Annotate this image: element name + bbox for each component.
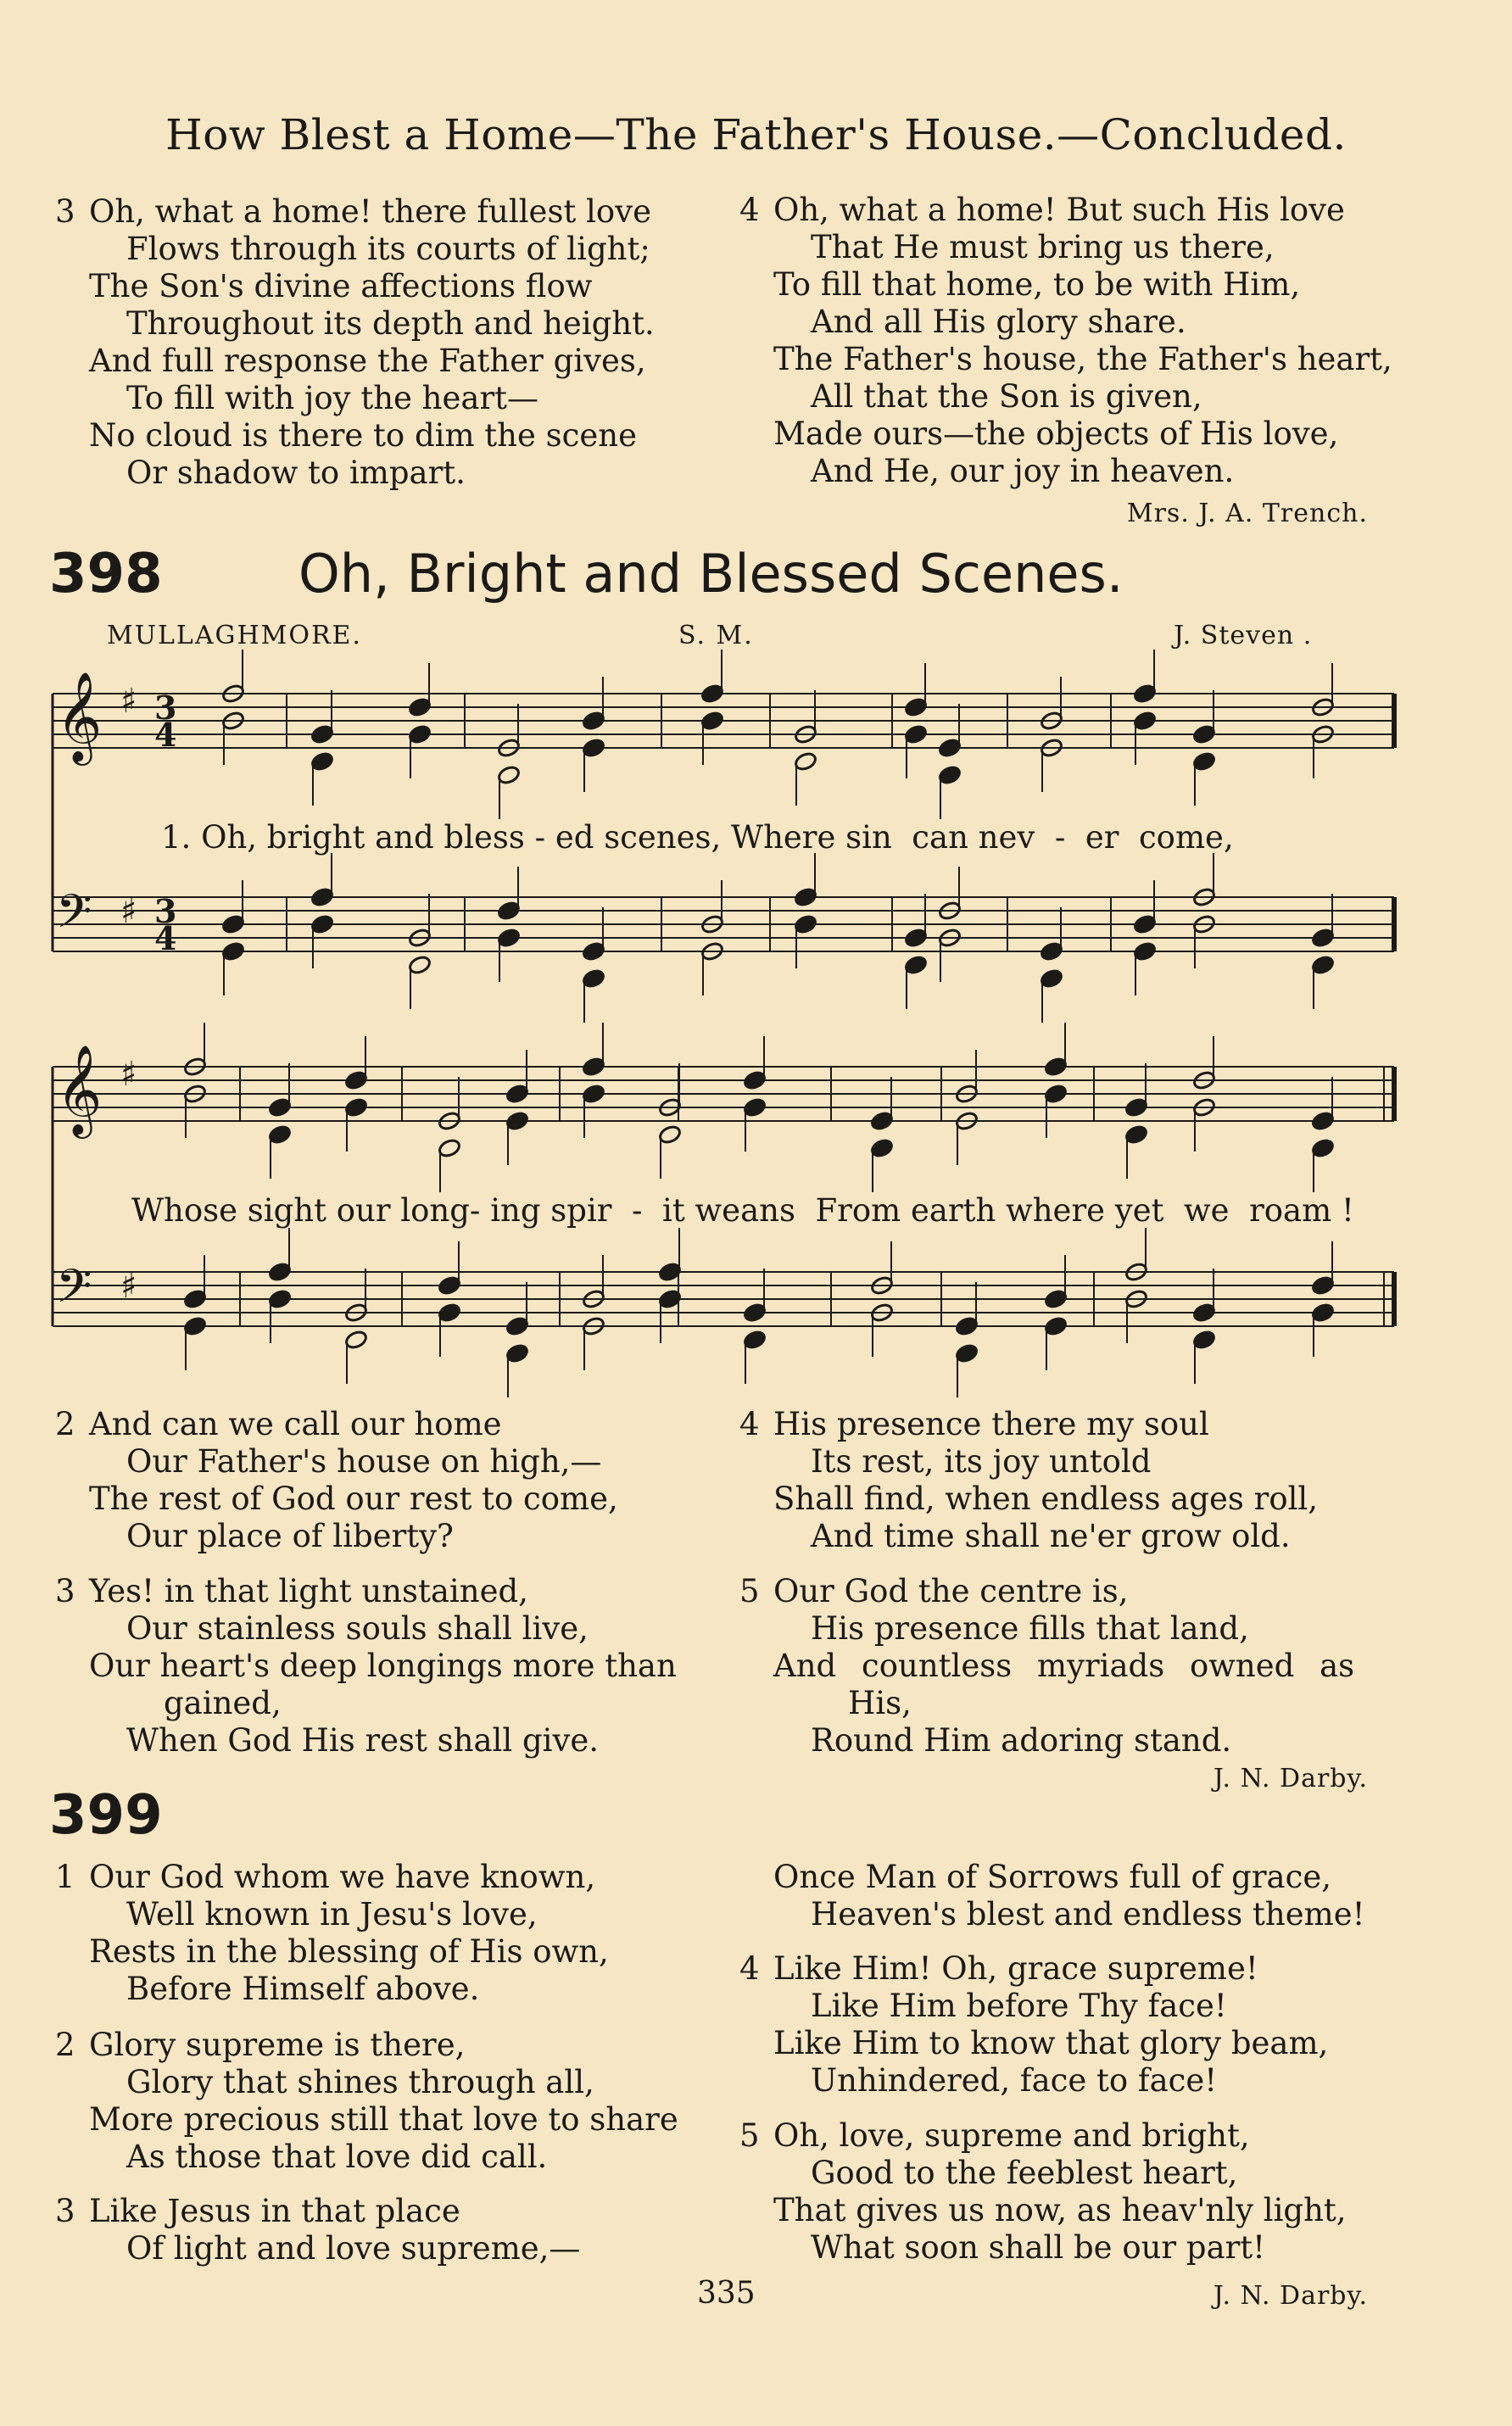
sharp-icon: ♯ — [120, 682, 137, 721]
tune-name: MULLAGHMORE. — [107, 621, 362, 650]
stanza-line: And all His glory share. — [811, 304, 1186, 340]
stanza-line: Heaven's blest and endless theme! — [811, 1896, 1365, 1932]
stanza-line: Our heart's deep longings more than — [89, 1648, 677, 1684]
stanza-line: Shall find, when endless ages roll, — [773, 1481, 1319, 1517]
h399-stanza-5 — [739, 2117, 1347, 2267]
stanza-number: 4 — [739, 1406, 760, 1442]
stanza-line: More precious still that love to share — [89, 2101, 678, 2138]
stanza-line: Our place of liberty? — [126, 1518, 454, 1554]
h399-stanza-1 — [55, 1859, 609, 2008]
stanza-line: Like Jesus in that place — [89, 2193, 460, 2229]
stanza-line: The Son's divine affections flow — [89, 268, 593, 304]
bass-clef-icon: 𝄢 — [56, 884, 92, 950]
stanza-line: Of light and love supreme,— — [126, 2230, 581, 2267]
stanza-line: His presence there my soul — [773, 1406, 1209, 1442]
sharp-icon: ♯ — [120, 892, 137, 931]
time-signature: 4 — [154, 716, 177, 754]
stanza-number: 3 — [55, 193, 75, 230]
stanza-line: And full response the Father gives, — [89, 343, 646, 379]
stanza-5 — [739, 1573, 1355, 1760]
stanza-line: The rest of God our rest to come, — [89, 1481, 618, 1517]
stanza-line: Like Him to know that glory beam, — [773, 2025, 1329, 2061]
stanza-line: Throughout its depth and height. — [126, 305, 655, 342]
stanza-line: Oh, what a home! But such His love — [773, 192, 1345, 228]
stanza-number: 5 — [739, 2117, 760, 2154]
stanza-number: 5 — [739, 1573, 760, 1609]
stanza-line: Round Him adoring stand. — [811, 1722, 1232, 1759]
stanza-3 — [55, 1573, 677, 1760]
stanza-line: Well known in Jesu's love, — [126, 1896, 538, 1932]
stanza-line: Glory supreme is there, — [89, 2027, 466, 2063]
stanza-number: 1 — [55, 1859, 75, 1895]
meter: S. M. — [678, 621, 754, 650]
hymn-title: Oh, Bright and Blessed Scenes. — [298, 543, 1124, 605]
stanza-line: Our stainless souls shall live, — [126, 1610, 589, 1647]
prev-hymn-author: Mrs. J. A. Trench. — [1126, 499, 1368, 528]
hymn-number: 398 — [49, 543, 163, 605]
time-signature: 3 — [154, 892, 177, 930]
stanza-line: Oh, what a home! there fullest love — [89, 193, 651, 230]
h399-stanza-4 — [739, 1950, 1329, 2100]
stanza-line: When God His rest shall give. — [126, 1722, 600, 1759]
stanza-line: Yes! in that light unstained, — [89, 1573, 528, 1609]
stanza-line: Like Him! Oh, grace supreme! — [773, 1950, 1258, 1987]
stanza-line: The Father's house, the Father's heart, — [773, 341, 1392, 377]
lyric-line-1: 1. Oh, bright and bless - ed scenes, Where sin can nev - er come, — [161, 819, 1234, 856]
time-signature: 4 — [154, 919, 177, 957]
page-header: How Blest a Home—The Father's House.—Concluded. — [165, 110, 1347, 159]
stanza-line: Our Father's house on high,— — [126, 1443, 602, 1480]
stanza-line: Flows through its courts of light; — [126, 231, 650, 267]
stanza-line: And can we call our home — [89, 1406, 502, 1442]
h399-stanza-3-cont — [773, 1859, 1364, 1933]
treble-clef-icon: 𝄞 — [56, 671, 103, 761]
stanza-line: To fill with joy the heart— — [126, 380, 539, 416]
lyric-line-2: Whose sight our long- ing spir - it weans From earth where yet we roam ! — [131, 1192, 1354, 1229]
stanza-line: Oh, love, supreme and bright, — [773, 2117, 1250, 2154]
stanza-number: 2 — [55, 2027, 75, 2063]
sharp-icon: ♯ — [120, 1055, 137, 1094]
stanza-line: gained, — [164, 1685, 282, 1721]
stanza-line: Glory that shines through all, — [126, 2064, 594, 2100]
hymn-399-author: J. N. Darby. — [1213, 2281, 1368, 2311]
stanza-number: 3 — [55, 1573, 75, 1609]
stanza-line: Its rest, its joy untold — [811, 1443, 1152, 1480]
stanza-line: Made ours—the objects of His love, — [773, 415, 1339, 452]
treble-clef-icon: 𝄞 — [56, 1044, 103, 1135]
stanza-line: That He must bring us there, — [811, 229, 1275, 265]
hymn-398-author: J. N. Darby. — [1213, 1764, 1368, 1793]
stanza-line: That gives us now, as heav'nly light, — [773, 2192, 1347, 2228]
stanza-number: 4 — [739, 192, 760, 228]
hymn-number: 399 — [49, 1784, 163, 1847]
stanza-number: 3 — [55, 2193, 75, 2229]
time-signature: 3 — [154, 689, 177, 727]
stanza-line: And He, our joy in heaven. — [811, 453, 1235, 489]
stanza-line: Like Him before Thy face! — [811, 1988, 1227, 2024]
stanza-line: As those that love did call. — [126, 2139, 548, 2175]
stanza-line: All that the Son is given, — [811, 378, 1202, 415]
sharp-icon: ♯ — [120, 1267, 137, 1306]
stanza-line: Unhindered, face to face! — [811, 2062, 1218, 2099]
stanza-line: His presence fills that land, — [811, 1610, 1249, 1647]
stanza-4 — [739, 1406, 1319, 1555]
stanza-line: Once Man of Sorrows full of grace, — [773, 1859, 1331, 1895]
stanza-line: Or shadow to impart. — [126, 455, 466, 491]
stanza-line: Our God the centre is, — [773, 1573, 1129, 1609]
stanza-line: Our God whom we have known, — [89, 1859, 596, 1895]
bass-clef-icon: 𝄢 — [56, 1259, 92, 1325]
stanza-line: No cloud is there to dim the scene — [89, 417, 638, 454]
page-number: 335 — [697, 2276, 756, 2311]
stanza-line: Rests in the blessing of His own, — [89, 1933, 609, 1970]
h399-stanza-3 — [55, 2193, 581, 2267]
stanza-line: What soon shall be our part! — [811, 2229, 1266, 2266]
stanza-line: Before Himself above. — [126, 1971, 480, 2007]
stanza-2 — [55, 1406, 618, 1555]
stanza-number: 4 — [739, 1950, 760, 1987]
stanza-line: And countless myriads owned as — [773, 1648, 1355, 1684]
stanza-number: 2 — [55, 1406, 75, 1442]
stanza-line: His, — [848, 1685, 912, 1721]
composer: J. Steven . — [1174, 621, 1313, 650]
stanza-line: To fill that home, to be with Him, — [773, 266, 1301, 303]
stanza-line: Good to the feeblest heart, — [811, 2155, 1238, 2191]
h399-stanza-2 — [55, 2027, 678, 2176]
stanza-line: And time shall ne'er grow old. — [811, 1518, 1291, 1554]
